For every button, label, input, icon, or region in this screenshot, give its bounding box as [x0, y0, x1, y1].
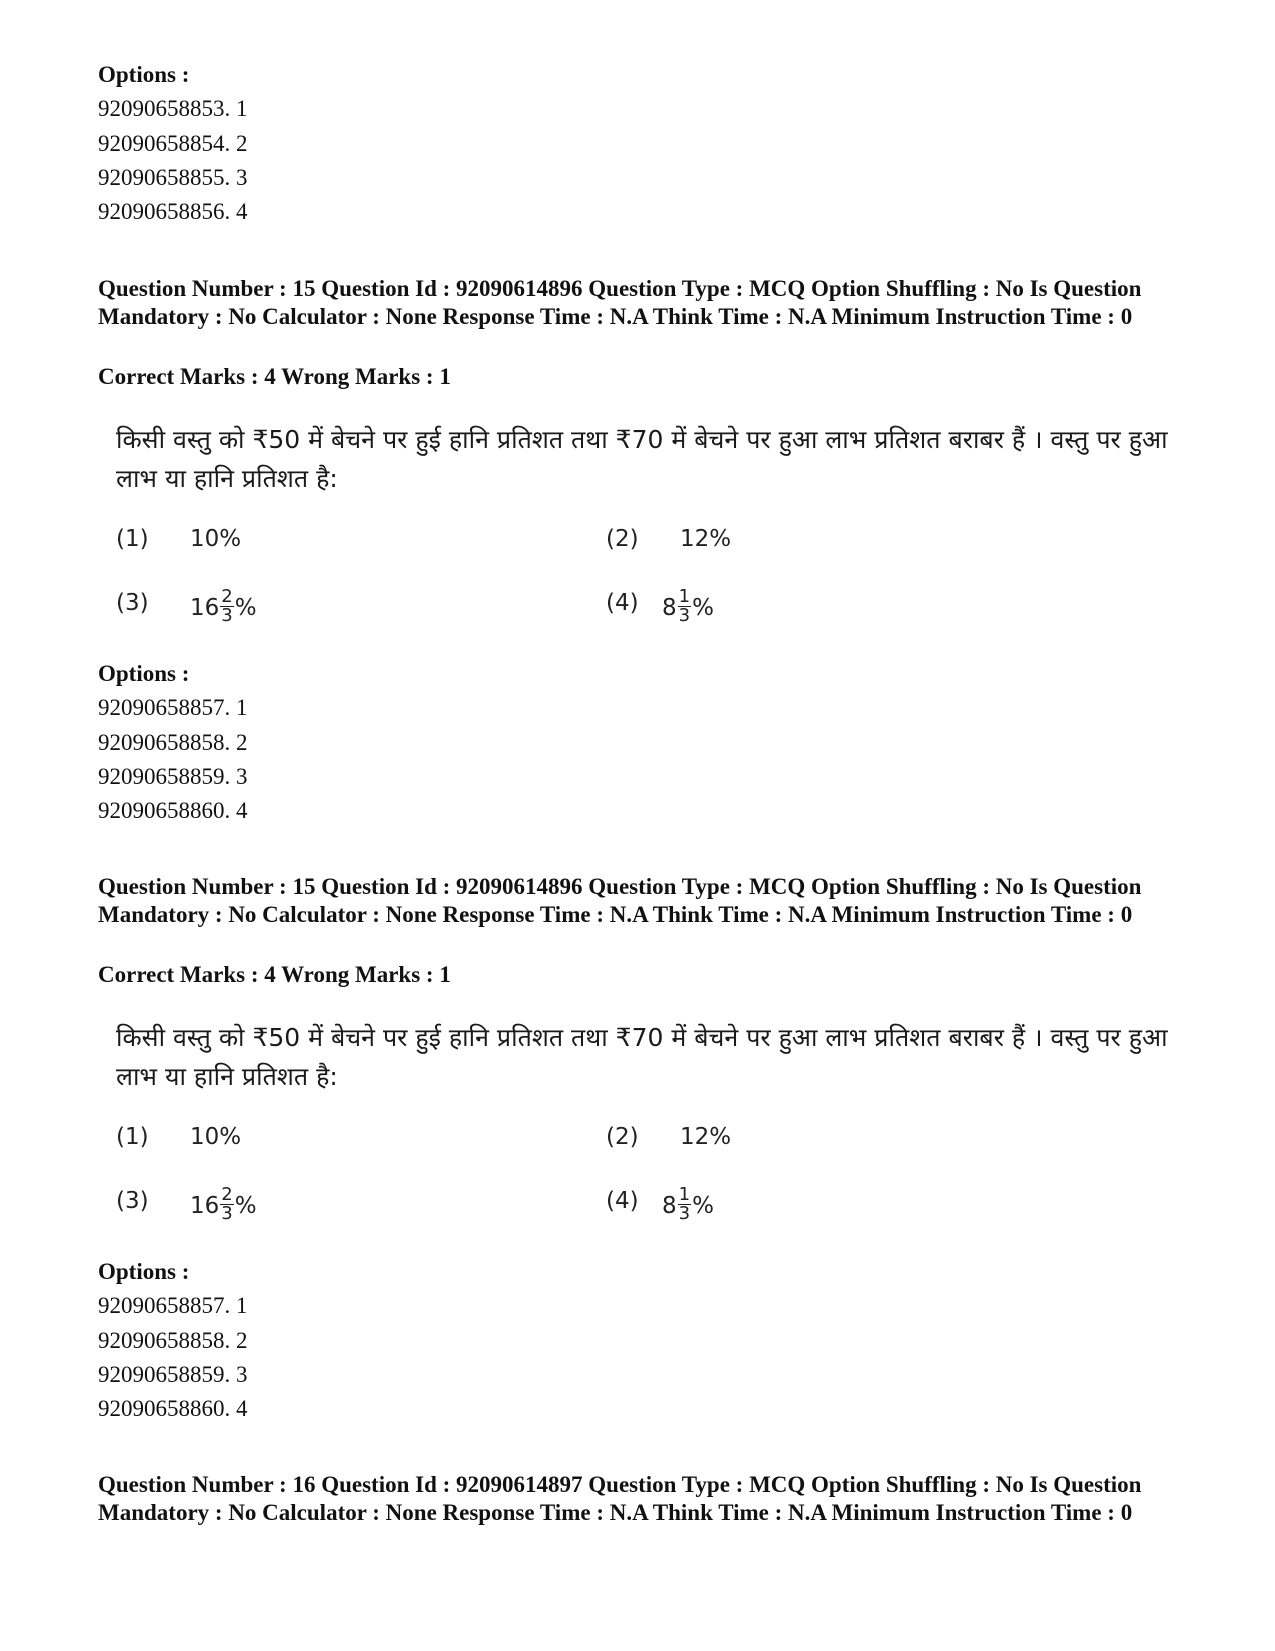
choice-value — [190, 1184, 257, 1225]
option-item: 92090658859. 3 — [98, 1361, 248, 1387]
choice-number: (4) — [606, 1188, 639, 1214]
choice-value — [662, 1184, 714, 1225]
options-list — [98, 657, 248, 828]
question-text: किसी वस्तु को ₹50 में बेचने पर हुई हानि प्रतिशत तथा ₹70 में बेचने पर हुआ लाभ प्रतिशत बराबर हैं । वस्तु पर हुआ लाभ या हानि प्रतिशत है: — [116, 425, 1168, 493]
choice-value: 12% — [680, 526, 732, 552]
percent-sign: % — [234, 1193, 257, 1219]
question-meta: Question Number : 15 Question Id : 92090614896 Question Type : MCQ Option Shuffling : No Is Question Mandatory : No Calculator : None Response Time : N.A Think Time : N.A Minimum Instruction Time : 0 — [98, 276, 1142, 329]
option-item: 92090658855. 3 — [98, 164, 248, 190]
option-item: 92090658856. 4 — [98, 199, 248, 225]
option-item: 92090658854. 2 — [98, 130, 248, 156]
option-item: 92090658859. 3 — [98, 763, 248, 789]
percent-sign: % — [234, 595, 257, 621]
question-meta: Question Number : 15 Question Id : 92090614896 Question Type : MCQ Option Shuffling : No Is Question Mandatory : No Calculator : None Response Time : N.A Think Time : N.A Minimum Instruction Time : 0 — [98, 874, 1142, 927]
fraction-denominator: 3 — [678, 1203, 691, 1224]
options-list — [98, 58, 248, 229]
percent-sign: % — [692, 595, 714, 621]
option-item: 92090658860. 4 — [98, 1396, 248, 1422]
options-header: Options : — [98, 1259, 190, 1284]
fraction — [678, 588, 691, 625]
choice-number: (1) — [116, 526, 149, 552]
option-item: 92090658857. 1 — [98, 1293, 248, 1319]
choice-value: 10% — [190, 526, 242, 552]
choice-number: (1) — [116, 1124, 149, 1150]
fraction — [220, 588, 233, 625]
mixed-number-whole: 8 — [662, 1193, 677, 1219]
option-item: 92090658857. 1 — [98, 695, 248, 721]
fraction-numerator: 1 — [678, 1184, 691, 1205]
percent-sign: % — [692, 1193, 714, 1219]
choice-number: (4) — [606, 590, 639, 616]
choice-value — [662, 586, 714, 627]
fraction-denominator: 3 — [678, 605, 691, 626]
option-item: 92090658858. 2 — [98, 1327, 248, 1353]
question-text: किसी वस्तु को ₹50 में बेचने पर हुई हानि प्रतिशत तथा ₹70 में बेचने पर हुआ लाभ प्रतिशत बराबर हैं । वस्तु पर हुआ लाभ या हानि प्रतिशत है: — [116, 1023, 1168, 1091]
options-header: Options : — [98, 661, 190, 686]
fraction — [678, 1186, 691, 1223]
choice-number: (2) — [606, 1124, 639, 1150]
choice-number: (3) — [116, 590, 149, 616]
options-list — [98, 1255, 248, 1426]
fraction — [220, 1186, 233, 1223]
question-marks: Correct Marks : 4 Wrong Marks : 1 — [98, 962, 451, 987]
question-meta: Question Number : 16 Question Id : 92090614897 Question Type : MCQ Option Shuffling : No Is Question Mandatory : No Calculator : None Response Time : N.A Think Time : N.A Minimum Instruction Time : 0 — [98, 1472, 1142, 1525]
mixed-number-whole: 16 — [190, 595, 220, 621]
choice-number: (2) — [606, 526, 639, 552]
choice-value: 10% — [190, 1124, 242, 1150]
question-marks: Correct Marks : 4 Wrong Marks : 1 — [98, 364, 451, 389]
fraction-denominator: 3 — [221, 1203, 233, 1224]
options-header: Options : — [98, 62, 190, 87]
fraction-numerator: 2 — [221, 1184, 233, 1205]
choice-value — [190, 586, 257, 627]
mixed-number-whole: 16 — [190, 1193, 220, 1219]
option-item: 92090658858. 2 — [98, 729, 248, 755]
choice-number: (3) — [116, 1188, 149, 1214]
fraction-numerator: 2 — [221, 586, 233, 607]
choice-value: 12% — [680, 1124, 732, 1150]
mixed-number-whole: 8 — [662, 595, 677, 621]
fraction-numerator: 1 — [678, 586, 691, 607]
fraction-denominator: 3 — [221, 605, 233, 626]
option-item: 92090658853. 1 — [98, 96, 248, 122]
option-item: 92090658860. 4 — [98, 798, 248, 824]
